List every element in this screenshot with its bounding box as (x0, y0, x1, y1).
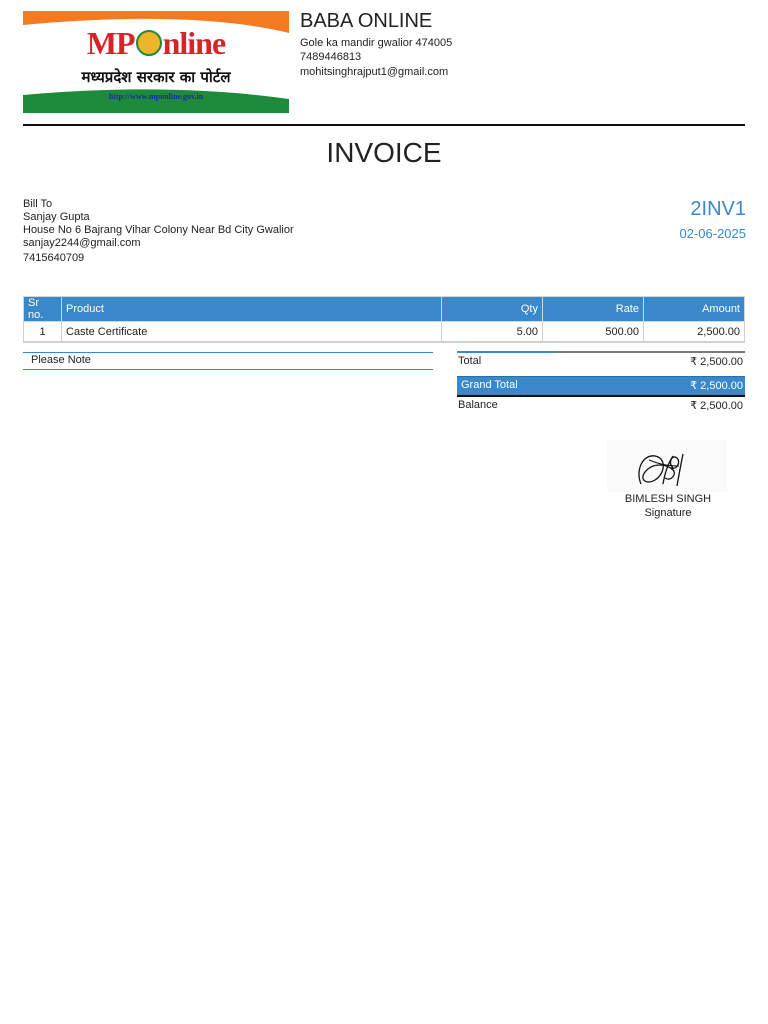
logo-wordmark: MP nline (86, 25, 226, 61)
cell-amount: 2,500.00 (644, 322, 745, 343)
header-divider (23, 124, 745, 126)
bill-to-label: Bill To (23, 198, 53, 210)
totals-section (457, 351, 745, 415)
notes-section (23, 352, 433, 370)
balance-label: Balance (458, 399, 498, 411)
total-label: Total (458, 355, 482, 367)
bill-to-address: House No 6 Bajrang Vihar Colony Near Bd City Gwalior (23, 224, 294, 236)
total-value: ₹ 2,500.00 (690, 356, 743, 368)
invoice-date: 02-06-2025 (679, 226, 746, 241)
notes-label: Please Note (31, 354, 91, 366)
cell-product: Caste Certificate (62, 322, 442, 343)
header-amount: Amount (644, 297, 745, 322)
logo-tagline: मध्यप्रदेश सरकार का पोर्टल (81, 68, 231, 86)
signature-label: Signature (644, 507, 692, 519)
cell-rate: 500.00 (543, 322, 644, 343)
header-product: Product (62, 297, 442, 322)
header-rate: Rate (543, 297, 644, 322)
table-header-row (24, 297, 745, 322)
business-email: mohitsinghrajput1@gmail.com (300, 66, 449, 78)
items-table (23, 296, 745, 343)
business-address: Gole ka mandir gwalior 474005 (300, 37, 453, 49)
company-logo (23, 11, 289, 113)
emblem-icon (136, 30, 162, 56)
table-row (24, 322, 745, 343)
business-phone: 7489446813 (300, 51, 362, 63)
signature-image (607, 440, 727, 492)
total-divider (554, 351, 745, 353)
business-name: BABA ONLINE (300, 10, 433, 32)
page-title: INVOICE (326, 137, 442, 168)
grand-total-value: ₹ 2,500.00 (690, 380, 743, 392)
invoice-number: 2INV1 (690, 198, 746, 220)
signatory-name: BIMLESH SINGH (624, 493, 712, 505)
grand-total-label: Grand Total (461, 379, 518, 391)
cell-sr-no: 1 (24, 322, 62, 343)
bill-to-email: sanjay2244@gmail.com (23, 237, 141, 249)
grand-total-row (457, 376, 745, 397)
bill-to-name: Sanjay Gupta (23, 211, 90, 223)
signature-scribble (607, 440, 727, 492)
balance-row (457, 397, 745, 415)
header-sr-no: Sr no. (24, 297, 62, 322)
logo-url: http://www.mponline.gov.in (108, 92, 204, 101)
total-row (457, 351, 745, 371)
bill-to-phone: 7415640709 (23, 252, 85, 264)
cell-qty: 5.00 (442, 322, 543, 343)
header-qty: Qty (442, 297, 543, 322)
balance-value: ₹ 2,500.00 (690, 400, 743, 412)
